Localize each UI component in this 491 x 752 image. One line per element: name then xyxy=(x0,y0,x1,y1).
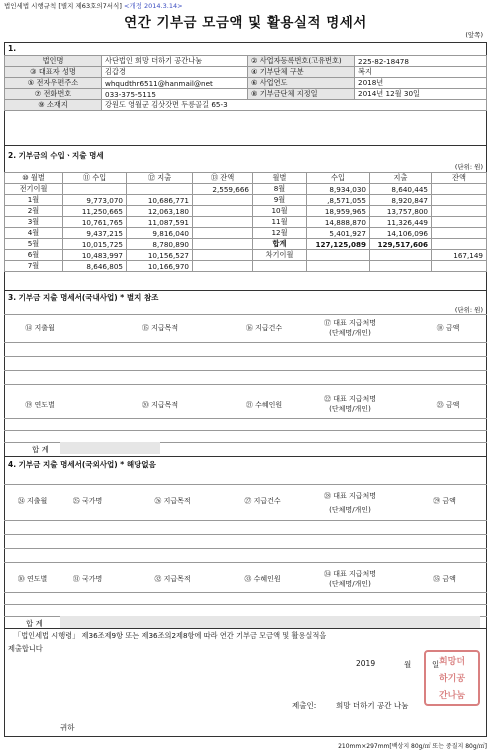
ledger-cell-expense: 9,816,040 xyxy=(127,228,193,239)
recipient-label: 귀하 xyxy=(60,723,75,732)
s4-header-purpose: ㉖ 지급목적 xyxy=(154,497,191,505)
ledger-cell-income: 8,646,805 xyxy=(63,261,127,272)
ledger-cell-month: 7월 xyxy=(5,261,63,272)
ledger-header-cell: 잔액 xyxy=(432,173,487,184)
ledger-row xyxy=(5,250,487,261)
ledger-cell-balance xyxy=(432,206,487,217)
ledger-cell-income: 9,437,215 xyxy=(63,228,127,239)
section4-divider xyxy=(4,456,487,457)
ledger-cell-income: ,8,571,055 xyxy=(307,195,370,206)
section2-unit: (단위: 원) xyxy=(454,163,483,171)
ledger-header-cell: 월별 xyxy=(253,173,307,184)
ledger-cell-income: 10,015,725 xyxy=(63,239,127,250)
section3-title: 3. 기부금 지출 명세서(국내사업) * 별지 참조 xyxy=(8,293,159,302)
ledger-cell-income: 18,959,965 xyxy=(307,206,370,217)
ledger-row xyxy=(5,261,487,272)
info-label: ④ 기부단체 구분 xyxy=(248,67,355,78)
section3-unit: (단위: 원) xyxy=(454,306,483,314)
s4-header-payee-sub: (단체명/개인) xyxy=(329,506,371,514)
s3-total-label: 합 계 xyxy=(32,445,49,454)
info-value: 2014년 12월 30일 xyxy=(355,89,487,100)
ledger-cell-expense: 129,517,606 xyxy=(370,239,432,250)
s3-header-payee: ⑰ 대표 지급처명 xyxy=(323,319,377,327)
info-value: 2018년 xyxy=(355,78,487,89)
info-label: ⑥ 사업연도 xyxy=(248,78,355,89)
ledger-row xyxy=(5,184,487,195)
ledger-cell-month: 1월 xyxy=(5,195,63,206)
s4-header-payee: ㉘ 대표 지급처명 xyxy=(323,492,377,500)
ledger-cell-expense: 11,326,449 xyxy=(370,217,432,228)
s4-header-country: ㉕ 국가명 xyxy=(72,497,103,505)
ledger-cell-balance xyxy=(193,250,253,261)
ledger-cell-empty xyxy=(370,261,432,272)
ledger-cell-empty xyxy=(253,261,307,272)
ledger-cell-income: 10,483,997 xyxy=(63,250,127,261)
info-value: 강원도 영월군 김삿갓면 두릉골길 65-3 xyxy=(102,100,487,111)
ledger-cell-month: 12월 xyxy=(253,228,307,239)
ledger-row xyxy=(5,228,487,239)
ledger-cell-balance: 2,559,666 xyxy=(193,184,253,195)
ledger-header-cell: 지출 xyxy=(370,173,432,184)
ledger-cell-expense: 11,087,591 xyxy=(127,217,193,228)
ledger-cell-expense: 8,780,890 xyxy=(127,239,193,250)
ledger-cell-income: 10,761,765 xyxy=(63,217,127,228)
ledger-row xyxy=(5,195,487,206)
ledger-cell-balance xyxy=(193,195,253,206)
info-value: 김갑경 xyxy=(102,67,248,78)
form-regulation: 법인세법 시행규칙 [별지 제63호의7서식] xyxy=(4,2,122,10)
info-label: ③ 대표자 성명 xyxy=(5,67,102,78)
ledger-cell-month: 10월 xyxy=(253,206,307,217)
ledger-cell-month: 차기이월 xyxy=(253,250,307,261)
s4-header-amount-b: ㉟ 금액 xyxy=(433,575,456,583)
submitter-name: 희망 더하기 공간 나눔 xyxy=(336,701,409,710)
ledger-cell-month: 2월 xyxy=(5,206,63,217)
footer-statement-1: 「법인세법 시행령」 제36조제9항 또는 제36조의2제8항에 따라 연간 기부금 모금액 및 활용실적을 xyxy=(14,631,327,640)
ledger-cell-balance xyxy=(193,217,253,228)
s4-header-payee-b-sub: (단체명/개인) xyxy=(329,580,371,588)
ledger-cell-balance xyxy=(432,184,487,195)
s3-header-amount-b: ㉓ 금액 xyxy=(436,401,460,409)
ledger-cell-expense: 10,156,527 xyxy=(127,250,193,261)
ledger-header-cell: ⑬ 잔액 xyxy=(193,173,253,184)
info-label: ⑨ 소재지 xyxy=(5,100,102,111)
s3-header-beneficiaries: ㉑ 수혜인원 xyxy=(245,401,283,409)
ledger-cell-balance xyxy=(432,228,487,239)
s3-header-payee-sub: (단체명/개인) xyxy=(329,329,371,337)
info-label: ⑦ 전화번호 xyxy=(5,89,102,100)
ledger-header-cell: ⑫ 지출 xyxy=(127,173,193,184)
ledger-cell-empty xyxy=(432,261,487,272)
ledger-cell-expense: 14,106,096 xyxy=(370,228,432,239)
info-label: ⑤ 전자우편주소 xyxy=(5,78,102,89)
info-row xyxy=(5,56,487,67)
s4-header-count: ㉗ 지급건수 xyxy=(244,497,281,505)
info-label: ② 사업자등록번호(고유번호) xyxy=(248,56,355,67)
info-label: ⑧ 기부금단체 지정일 xyxy=(248,89,355,100)
ledger-header-cell: 수입 xyxy=(307,173,370,184)
info-row xyxy=(5,100,487,111)
s3-header-purpose-b: ⑳ 지급목적 xyxy=(141,401,179,409)
s4-total-row xyxy=(4,616,487,628)
ledger-row xyxy=(5,206,487,217)
section4-title: 4. 기부금 지출 명세서(국외사업) * 해당없음 xyxy=(8,460,156,469)
ledger-header-cell: ⑩ 월별 xyxy=(5,173,63,184)
submitter-label: 제출인: xyxy=(292,701,317,710)
ledger-cell-month: 5월 xyxy=(5,239,63,250)
ledger-cell-balance xyxy=(193,228,253,239)
ledger-cell-expense: 10,686,771 xyxy=(127,195,193,206)
ledger-cell-balance: 167,149 xyxy=(432,250,487,261)
seal-line-1: 희망더 xyxy=(438,657,466,667)
ledger-cell-balance xyxy=(193,261,253,272)
ledger-cell-month: 합계 xyxy=(253,239,307,250)
info-value: whqudthr6511@hanmail@net xyxy=(102,78,248,89)
info-row xyxy=(5,78,487,89)
section1-number: 1. xyxy=(8,44,17,53)
ledger-row xyxy=(5,239,487,250)
ledger-cell-month: 3월 xyxy=(5,217,63,228)
s4-header-amount: ㉙ 금액 xyxy=(433,497,456,505)
ledger-cell-expense xyxy=(127,184,193,195)
s4-header-payee-b: ㉞ 대표 지급처명 xyxy=(323,570,377,578)
footer-statement-2: 제출합니다 xyxy=(8,644,43,653)
ledger-cell-expense: 13,757,800 xyxy=(370,206,432,217)
ledger-cell-month: 11월 xyxy=(253,217,307,228)
footer-day-label: 일 xyxy=(432,660,440,669)
ledger-cell-balance xyxy=(193,239,253,250)
s3-header-amount: ⑱ 금액 xyxy=(436,324,460,332)
ledger-cell-income xyxy=(307,250,370,261)
ledger-cell-balance xyxy=(432,239,487,250)
page-title: 연간 기부금 모금액 및 활용실적 명세서 xyxy=(124,15,367,31)
s4-header-beneficiaries: ㉝ 수혜인원 xyxy=(244,575,281,583)
s4-header-purpose-b: ㉜ 지급목적 xyxy=(154,575,191,583)
info-row xyxy=(5,89,487,100)
ledger-cell-income xyxy=(63,184,127,195)
info-label: 법인명 xyxy=(5,56,102,67)
ledger-cell-income: 127,125,089 xyxy=(307,239,370,250)
paper-spec-note: 210mm×297mm[백상지 80g/㎡ 또는 중질지 80g/㎡] xyxy=(338,743,487,750)
ledger-cell-income: 8,934,030 xyxy=(307,184,370,195)
organization-seal xyxy=(424,650,480,706)
s3-header-purpose: ⑮ 지급목적 xyxy=(141,324,179,332)
ledger-row xyxy=(5,217,487,228)
s4-header-year: ㉚ 연도별 xyxy=(17,575,48,583)
form-header-note xyxy=(4,1,183,10)
ledger-cell-income: 9,773,070 xyxy=(63,195,127,206)
ledger-cell-month: 4월 xyxy=(5,228,63,239)
footer-month-label: 월 xyxy=(404,660,412,669)
s3-header-month: ⑭ 지출월 xyxy=(25,324,55,332)
section2-title: 2. 기부금의 수입ㆍ지출 명세 xyxy=(8,151,104,160)
s3-header-year: ⑲ 연도별 xyxy=(25,401,55,409)
seal-line-2: 하기공 xyxy=(438,674,466,684)
ledger-cell-income: 14,888,870 xyxy=(307,217,370,228)
section2-divider xyxy=(4,145,487,146)
ledger-cell-month: 8월 xyxy=(253,184,307,195)
info-value: 복지 xyxy=(355,67,487,78)
section2-table xyxy=(4,172,487,272)
section1-table xyxy=(4,55,487,111)
s4-header-country-b: ㉛ 국가명 xyxy=(72,575,103,583)
info-value: 033-375-5115 xyxy=(102,89,248,100)
ledger-header-cell: ⑪ 수입 xyxy=(63,173,127,184)
s3-header-count: ⑯ 지급건수 xyxy=(245,324,283,332)
s4-total-label: 합 계 xyxy=(26,619,43,628)
ledger-cell-month: 전기이월 xyxy=(5,184,63,195)
ledger-cell-expense: 8,920,847 xyxy=(370,195,432,206)
info-row xyxy=(5,67,487,78)
info-value: 225-82-18478 xyxy=(355,56,487,67)
ledger-cell-expense: 12,063,180 xyxy=(127,206,193,217)
ledger-cell-month: 6월 xyxy=(5,250,63,261)
ledger-cell-month: 9월 xyxy=(253,195,307,206)
ledger-cell-balance xyxy=(432,195,487,206)
ledger-cell-income: 5,401,927 xyxy=(307,228,370,239)
ledger-cell-balance xyxy=(193,206,253,217)
section3-divider xyxy=(4,290,487,291)
info-value: 사단법인 희망 더하기 공간나눔 xyxy=(102,56,248,67)
ledger-cell-expense: 8,640,445 xyxy=(370,184,432,195)
s3-header-payee-b-sub: (단체명/개인) xyxy=(329,405,371,413)
form-revision-link[interactable]: <개정 2014.3.14> xyxy=(123,2,183,10)
s3-header-payee-b: ㉒ 대표 지급처명 xyxy=(323,395,377,403)
s3-total-row xyxy=(4,442,487,454)
ledger-cell-expense xyxy=(370,250,432,261)
seal-line-3: 간나눔 xyxy=(438,691,466,701)
ledger-header-row xyxy=(5,173,487,184)
ledger-cell-empty xyxy=(307,261,370,272)
ledger-cell-income: 11,250,665 xyxy=(63,206,127,217)
footer-year: 2019 xyxy=(356,659,376,668)
ledger-cell-balance xyxy=(432,217,487,228)
s4-header-month: ㉔ 지출월 xyxy=(17,497,48,505)
page-side-label: (앞쪽) xyxy=(465,31,483,39)
ledger-cell-expense: 10,166,970 xyxy=(127,261,193,272)
